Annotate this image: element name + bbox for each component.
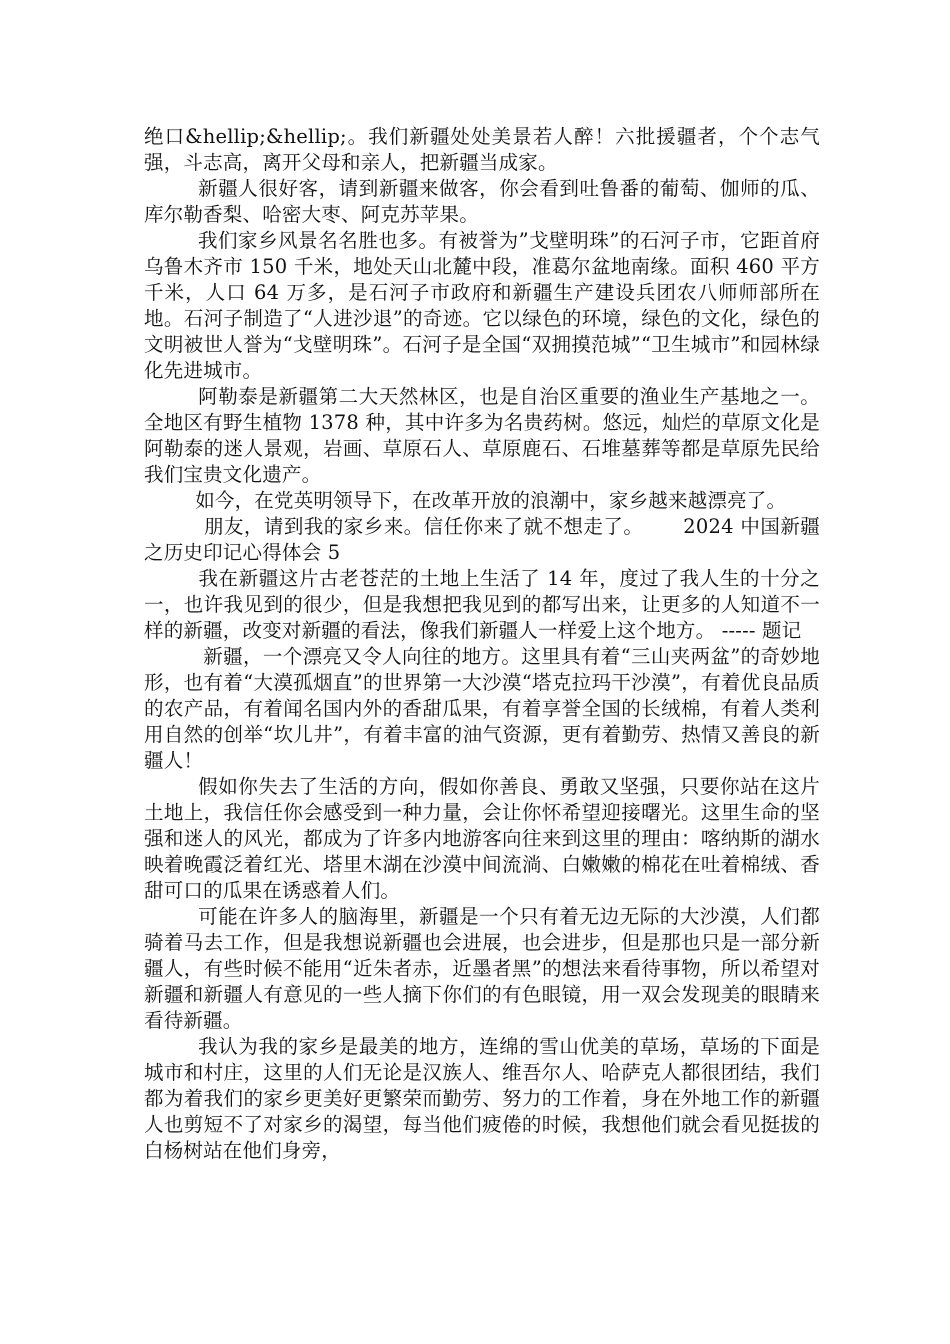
document-body	[144, 124, 820, 1164]
paragraph-8: 新疆，一个漂亮又令人向往的地方。这里具有着“三山夹两盆”的奇妙地形，也有着“大漠孤烟直”的世界第一大沙漠“塔克拉玛干沙漠”，有着优良品质的农产品，有着闻名国内外的香甜瓜果，有着享誉全国的长绒棉，有着人类利用自然的创举“坎儿井”，有着丰富的油气资源，更有着勤劳、热情又善良的新疆人！	[144, 645, 820, 772]
paragraph-9: 假如你失去了生活的方向，假如你善良、勇敢又坚强，只要你站在这片土地上，我信任你会感受到一种力量，会让你怀希望迎接曙光。这里生命的坚强和迷人的风光，都成为了许多内地游客向往来到这里的理由：喀纳斯的湖水映着晚霞泛着红光、塔里木湖在沙漠中间流淌、白嫩嫩的棉花在吐着棉绒、香甜可口的瓜果在诱惑着人们。	[144, 775, 820, 902]
paragraph-2: 新疆人很好客，请到新疆来做客，你会看到吐鲁番的葡萄、伽师的瓜、库尔勒香梨、哈密大枣、阿克苏苹果。	[144, 177, 820, 226]
paragraph-6: 朋友，请到我的家乡来。信任你来了就不想走了。 2024 中国新疆之历史印记心得体会 5	[144, 515, 820, 564]
paragraph-10: 可能在许多人的脑海里，新疆是一个只有着无边无际的大沙漠，人们都骑着马去工作，但是我想说新疆也会进展，也会进步，但是那也只是一部分新疆人，有些时候不能用“近朱者赤，近墨者黑”的想法来看待事物，所以希望对新疆和新疆人有意见的一些人摘下你们的有色眼镜，用一双会发现美的眼睛来看待新疆。	[144, 905, 820, 1032]
paragraph-5: 如今，在党英明领导下，在改革开放的浪潮中，家乡越来越漂亮了。	[144, 489, 787, 512]
paragraph-4: 阿勒泰是新疆第二大天然林区，也是自治区重要的渔业生产基地之一。全地区有野生植物 1378 种，其中许多为名贵药树。悠远，灿烂的草原文化是阿勒泰的迷人景观，岩画、草原石人、草原鹿石、石堆墓葬等都是草原先民给我们宝贵文化遗产。	[144, 385, 820, 486]
paragraph-11: 我认为我的家乡是最美的地方，连绵的雪山优美的草场，草场的下面是城市和村庄，这里的人们无论是汉族人、维吾尔人、哈萨克人都很团结，我们都为着我们的家乡更美好更繁荣而勤劳、努力的工作着，身在外地工作的新疆人也剪短不了对家乡的渴望，每当他们疲倦的时候，我想他们就会看见挺拔的白杨树站在他们身旁，	[144, 1035, 820, 1162]
paragraph-1: 绝口&hellip;&hellip;。我们新疆处处美景若人醉！六批援疆者，个个志气强，斗志高，离开父母和亲人，把新疆当成家。	[144, 125, 820, 174]
paragraph-3: 我们家乡风景名名胜也多。有被誉为”戈壁明珠”的石河子市，它距首府乌鲁木齐市 150 千米，地处天山北麓中段，准葛尔盆地南缘。面积 460 平方千米，人口 64 万多，是石河子市政府和新疆生产建设兵团农八师师部所在地。石河子制造了“人进沙退”的奇迹。它以绿色的环境，绿色的文化，绿色的文明被世人誉为“戈壁明珠”。石河子是全国“双拥摸范城”“卫生城市”和园林绿化先进城市。	[144, 229, 820, 382]
paragraph-7: 我在新疆这片古老苍茫的土地上生活了 14 年，度过了我人生的十分之一，也许我见到的很少，但是我想把我见到的都写出来，让更多的人知道不一样的新疆，改变对新疆的看法，像我们新疆人一样爱上这个地方。 ----- 题记	[144, 567, 820, 642]
